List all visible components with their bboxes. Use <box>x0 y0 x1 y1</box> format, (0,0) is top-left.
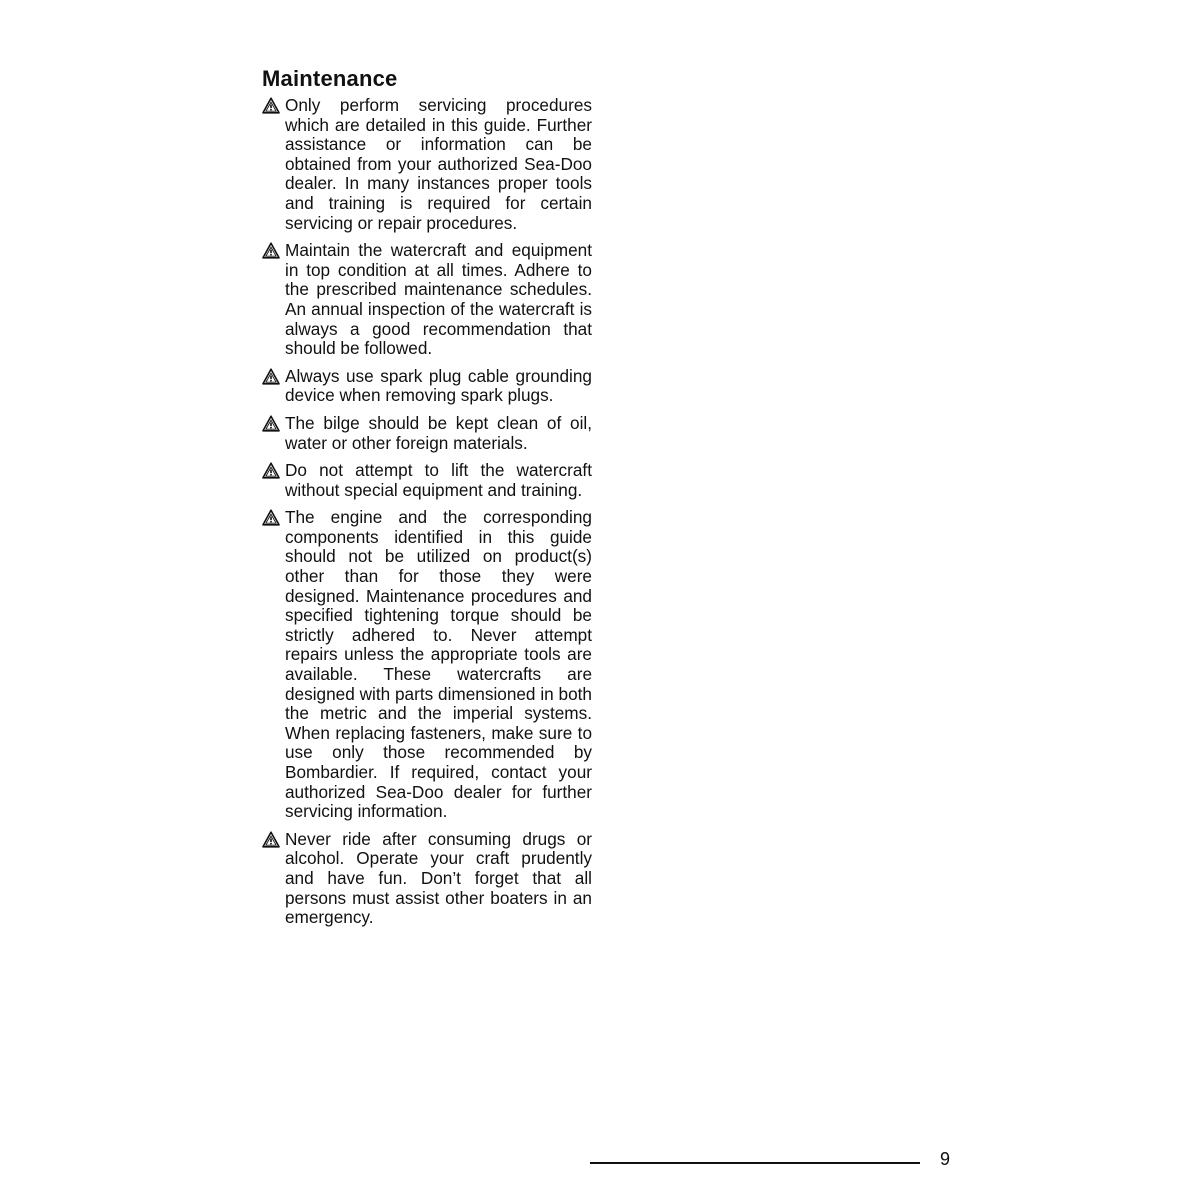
footer-divider <box>590 1162 920 1164</box>
warning-item <box>262 96 592 233</box>
warning-text: The engine and the corresponding components identified in this guide should not be utilized on product(s) other than for those they were designed. Maintenance procedures and specified tightening torque should be strictly adhered to. Never attempt repairs unless the appropriate tools are available. These watercrafts are designed with parts dimensioned in both the metric and the imperial systems. When replacing fasteners, make sure to use only those recommended by Bombardier. If required, contact your authorized Sea-Doo dealer for further servicing information. <box>285 507 592 822</box>
warning-text: Only perform servicing procedures which are detailed in this guide. Further assistance or information can be obtained from your authorized Sea-Doo dealer. In many instances proper tools and training is required for certain servicing or repair procedures. <box>285 95 592 233</box>
warning-triangle-icon <box>262 415 280 432</box>
warning-text: Never ride after consuming drugs or alcohol. Operate your craft prudently and have fun. Don’t forget that all persons must assist other boaters in an emergency. <box>285 828 592 928</box>
warning-item <box>262 414 592 453</box>
warning-text: Maintain the watercraft and equipment in top condition at all times. Adhere to the prescribed maintenance schedules. An annual inspection of the watercraft is always a good recommendation that should be followed. <box>285 240 592 359</box>
warning-item <box>262 241 592 359</box>
warning-triangle-icon <box>262 509 280 526</box>
warning-triangle-icon <box>262 97 280 114</box>
warning-triangle-icon <box>262 368 280 385</box>
warning-text: The bilge should be kept clean of oil, water or other foreign materials. <box>285 412 592 453</box>
warning-triangle-icon <box>262 242 280 259</box>
warning-text: Always use spark plug cable grounding device when removing spark plugs. <box>285 365 592 406</box>
warning-triangle-icon <box>262 462 280 479</box>
warning-triangle-icon <box>262 831 280 848</box>
section-title: Maintenance <box>262 66 398 91</box>
warning-item <box>262 367 592 406</box>
warning-item <box>262 461 592 500</box>
warning-list <box>262 96 592 928</box>
warning-text: Do not attempt to lift the watercraft without special equipment and training. <box>285 460 592 500</box>
page-number: 9 <box>940 1149 951 1169</box>
warning-item <box>262 830 592 928</box>
warning-item <box>262 508 592 822</box>
maintenance-section <box>262 64 592 936</box>
